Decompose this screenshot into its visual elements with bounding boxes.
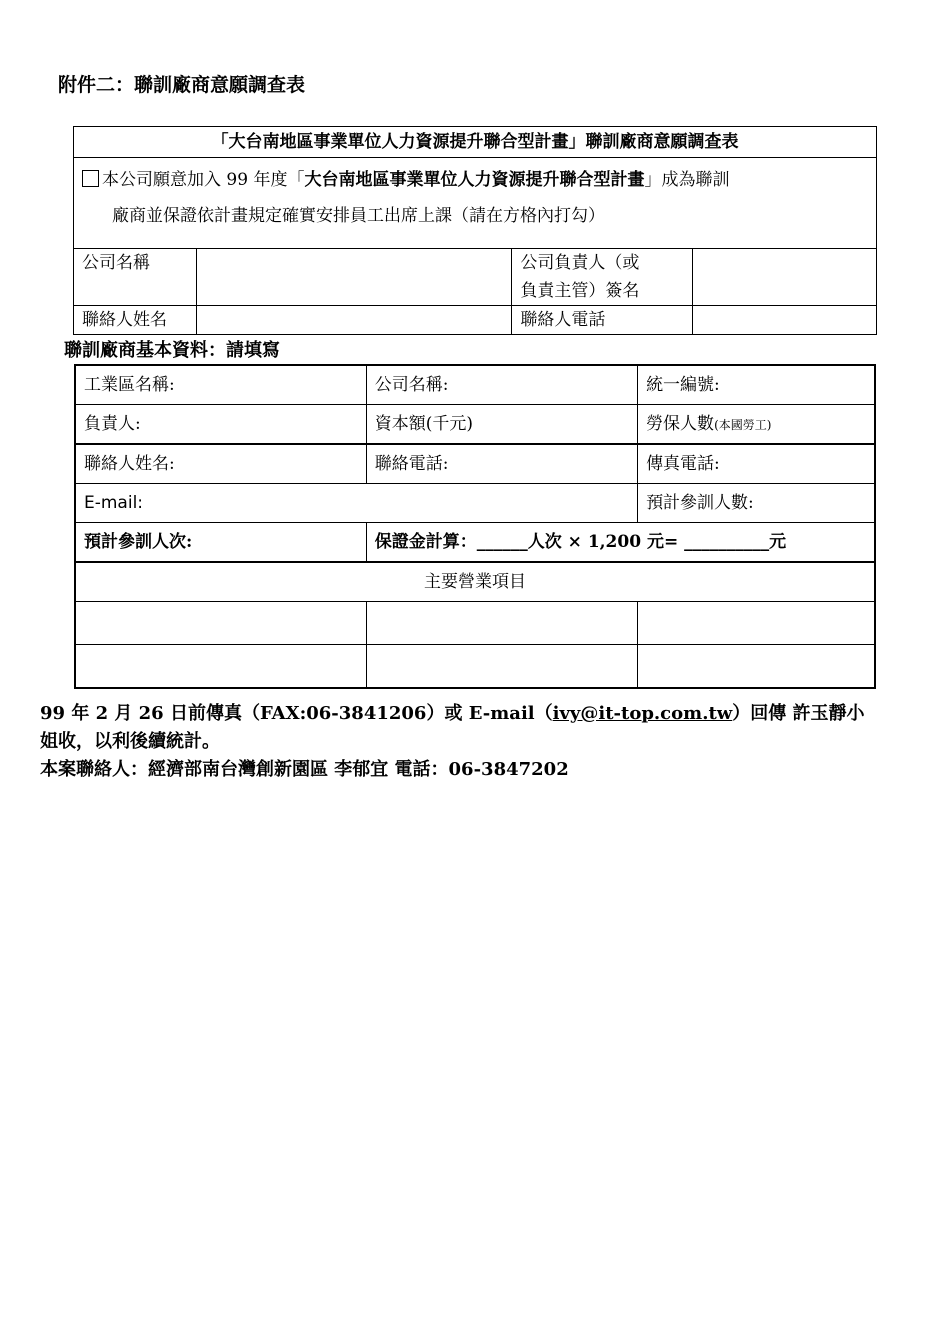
email-link[interactable]: ivy@it-top.com.tw [552,703,733,724]
fax-cell[interactable]: 傳真電話: [638,444,875,484]
contact-name-label: 聯絡人姓名 [74,306,197,335]
contact-phone-label: 聯絡人電話 [512,306,693,335]
survey-table [73,126,877,335]
responsible-sign-label: 公司負責人（或 負責主管）簽名 [512,249,693,306]
basic-company-name-cell[interactable]: 公司名稱: [366,365,637,405]
business-item-cell[interactable] [366,602,637,645]
consent-suffix: 」成為聯訓 [644,170,730,190]
page-heading: 附件二：聯訓廠商意願調查表 [58,74,306,96]
company-name-label: 公司名稱 [74,249,197,306]
footer-note [40,700,900,784]
consent-cell [74,158,877,249]
survey-title: 「大台南地區事業單位人力資源提升聯合型計畫」聯訓廠商意願調查表 [74,127,877,158]
responsible-cell[interactable]: 負責人: [75,405,366,445]
basic-contact-name-cell[interactable]: 聯絡人姓名: [75,444,366,484]
contact-name-field[interactable] [196,306,512,335]
insured-note: (本國勞工) [714,417,772,432]
consent-plan: 大台南地區事業單位人力資源提升聯合型計畫 [304,170,645,190]
main-business-header: 主要營業項目 [75,562,875,602]
consent-checkbox[interactable] [82,170,99,187]
deposit-cell[interactable]: 保證金計算：______人次 × 1,200 元= __________元 [366,523,875,563]
business-item-cell[interactable] [638,645,875,689]
company-name-field[interactable] [196,249,512,306]
footer-line2: 姐收，以利後續統計。 [40,731,220,752]
responsible-sign-field[interactable] [693,249,877,306]
footer-line1: 99 年 2 月 26 日前傳真（FAX:06-3841206）或 E-mail（ivy@it-top.com.tw）回傳 許玉靜小 [40,703,865,724]
insured-count-cell[interactable]: 勞保人數(本國勞工) [638,405,875,445]
consent-line2: 廠商並保證依計畫規定確實安排員工出席上課（請在方格內打勾） [112,206,605,226]
tax-id-cell[interactable]: 統一編號: [638,365,875,405]
consent-prefix: 本公司願意加入 99 年度「 [102,170,305,190]
email-cell[interactable]: E-mail: [75,484,638,523]
industrial-zone-cell[interactable]: 工業區名稱: [75,365,366,405]
business-item-cell[interactable] [366,645,637,689]
contact-phone-field[interactable] [693,306,877,335]
business-item-cell[interactable] [75,602,366,645]
footer-contact-line: 本案聯絡人：經濟部南台灣創新園區 李郁宜 電話：06-3847202 [40,759,569,780]
basic-info-table [74,364,876,689]
expected-person-times-cell[interactable]: 預計參訓人次: [75,523,366,563]
business-item-cell[interactable] [638,602,875,645]
expected-trainees-cell[interactable]: 預計參訓人數: [638,484,875,523]
capital-cell[interactable]: 資本額(千元) [366,405,637,445]
business-item-cell[interactable] [75,645,366,689]
basic-info-heading: 聯訓廠商基本資料：請填寫 [64,340,280,361]
basic-contact-phone-cell[interactable]: 聯絡電話: [366,444,637,484]
